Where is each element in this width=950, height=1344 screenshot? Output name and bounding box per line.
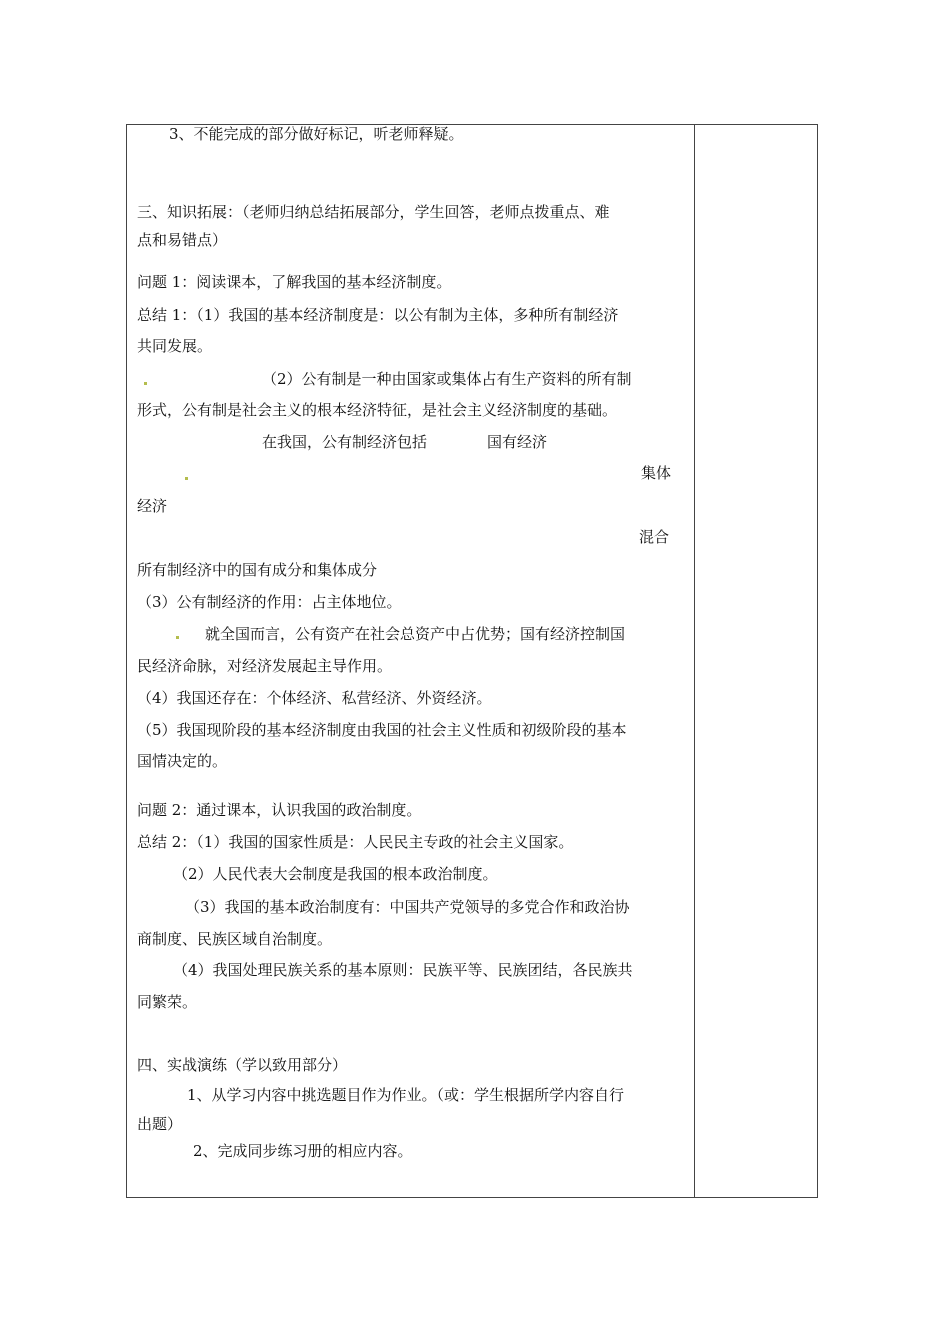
text-line: 所有制经济中的国有成分和集体成分 [137, 561, 378, 579]
question-line: 问题 2：通过课本，认识我国的政治制度。 [137, 801, 422, 819]
text-line: （5）我国现阶段的基本经济制度由我国的社会主义性质和初级阶段的基本 [137, 721, 627, 739]
section-heading: 四、实战演练（学以致用部分） [137, 1056, 348, 1074]
text-line: （4）我国处理民族关系的基本原则：民族平等、民族团结，各民族共 [173, 961, 633, 979]
text-line: 国情决定的。 [137, 752, 228, 770]
text-line: 同繁荣。 [137, 993, 198, 1011]
text-line: 民经济命脉，对经济发展起主导作用。 [137, 657, 393, 675]
text-line: 2、完成同步练习册的相应内容。 [193, 1142, 413, 1160]
text-line: （3）公有制经济的作用：占主体地位。 [137, 593, 402, 611]
scan-dot [144, 382, 147, 385]
text-line: 混合 [639, 528, 670, 546]
section-heading: 三、知识拓展：（老师归纳总结拓展部分，学生回答，老师点拨重点、难 [137, 203, 610, 221]
side-column-cell [695, 125, 817, 1197]
text-line: 国有经济 [487, 433, 548, 451]
text-line: 1、从学习内容中挑选题目作为作业。（或：学生根据所学内容自行 [187, 1086, 625, 1104]
text-line: （4）我国还存在：个体经济、私营经济、外资经济。 [137, 689, 492, 707]
question-line: 问题 1：阅读课本，了解我国的基本经济制度。 [137, 273, 452, 291]
text-line: 在我国，公有制经济包括 [262, 433, 428, 451]
text-line: 商制度、民族区域自治制度。 [137, 930, 333, 948]
text-line: 集体 [641, 464, 672, 482]
summary-line: 总结 2：（1）我国的国家性质是：人民民主专政的社会主义国家。 [137, 833, 574, 851]
text-line: 共同发展。 [137, 337, 213, 355]
text-line: （2）人民代表大会制度是我国的根本政治制度。 [173, 865, 498, 883]
text-line: 点和易错点） [137, 231, 228, 249]
summary-line: 总结 1：（1）我国的基本经济制度是：以公有制为主体，多种所有制经济 [137, 306, 619, 324]
text-line: （2）公有制是一种由国家或集体占有生产资料的所有制 [262, 370, 632, 388]
lesson-table [126, 124, 818, 1198]
text-line: 就全国而言，公有资产在社会总资产中占优势；国有经济控制国 [205, 625, 626, 643]
text-line: 形式，公有制是社会主义的根本经济特征，是社会主义经济制度的基础。 [137, 401, 618, 419]
text-line: （3）我国的基本政治制度有：中国共产党领导的多党合作和政治协 [185, 898, 630, 916]
text-line: 出题） [137, 1115, 183, 1133]
text-line: 经济 [137, 497, 168, 515]
text-line: 3、不能完成的部分做好标记，听老师释疑。 [169, 125, 464, 143]
scan-dot [176, 636, 179, 639]
scan-dot [185, 477, 188, 480]
